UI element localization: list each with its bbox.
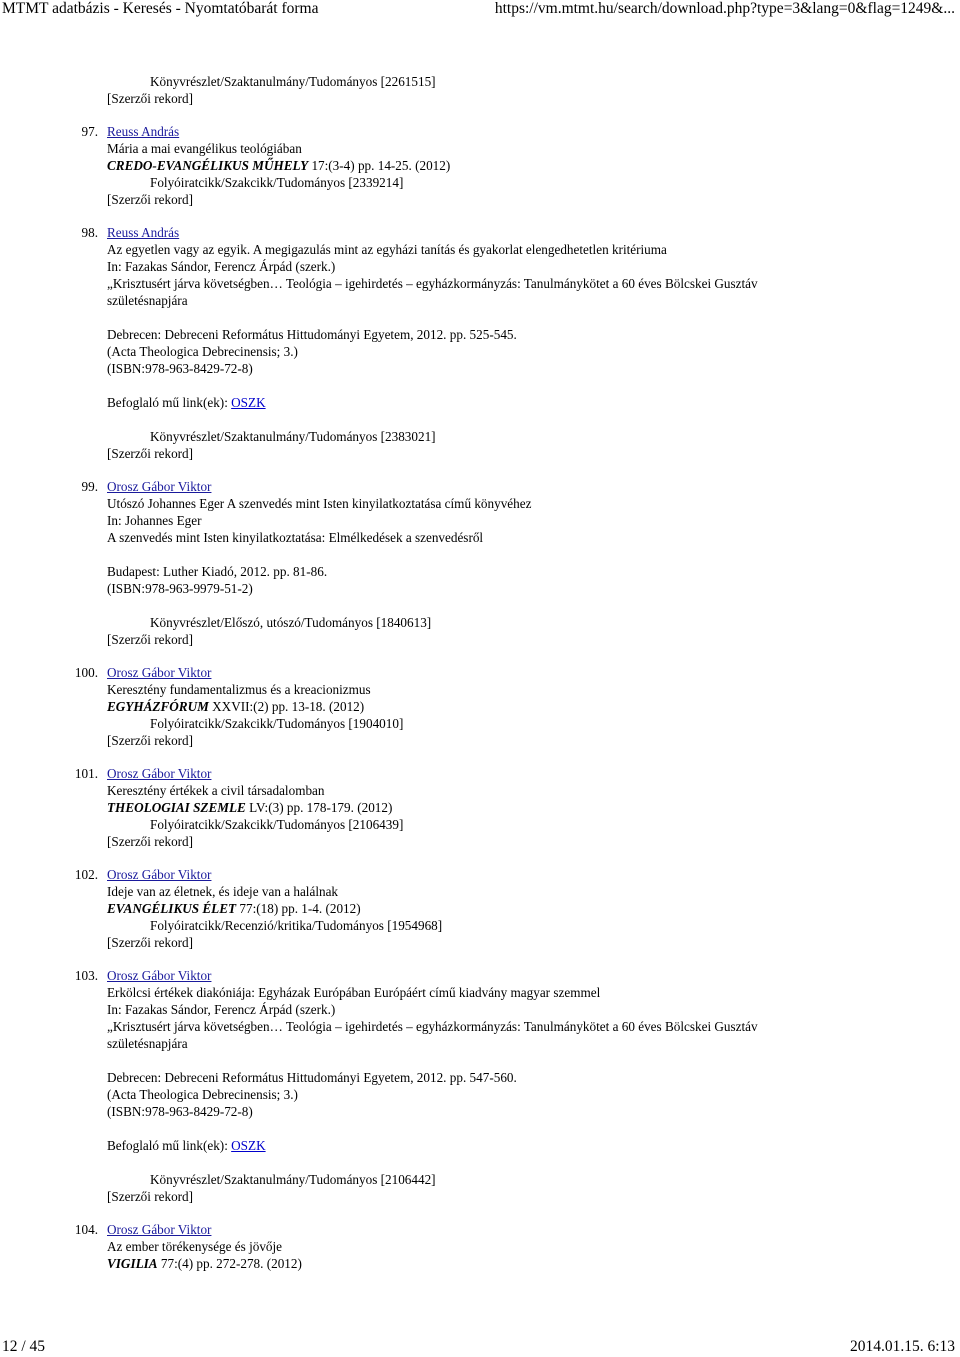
- author-link[interactable]: Reuss András: [107, 124, 180, 139]
- author-record-link[interactable]: [Szerzői rekord]: [107, 632, 194, 647]
- author-record-link[interactable]: [Szerzői rekord]: [107, 91, 194, 106]
- isbn: (ISBN:978-963-8429-72-8): [107, 1104, 253, 1119]
- publication-type: Könyvrészlet/Előszó, utószó/Tudományos [1840613]: [150, 615, 432, 630]
- print-footer: [0, 1338, 960, 1357]
- journal-details: 77:(18) pp. 1-4. (2012): [236, 901, 361, 916]
- publication-type: Folyóiratcikk/Szakcikk/Tudományos [2339214]: [150, 175, 404, 190]
- print-datetime: 2014.01.15. 6:13: [849, 1338, 955, 1355]
- publication-title: Ideje van az életnek, és ideje van a halálnak: [107, 884, 339, 899]
- author-record-link[interactable]: [Szerzői rekord]: [107, 1189, 194, 1204]
- publication-title: Az egyetlen vagy az egyik. A megigazulás mint az egyházi tanítás és gyakorlat elengedhetetlen kritériuma: [107, 242, 667, 257]
- publication-title: Az ember törékenysége és jövője: [107, 1239, 283, 1254]
- publication-title: Keresztény fundamentalizmus és a kreacionizmus: [107, 682, 371, 697]
- publisher-line: Budapest: Luther Kiadó, 2012. pp. 81-86.: [107, 564, 328, 579]
- publication-type: Folyóiratcikk/Szakcikk/Tudományos [1904010]: [150, 716, 404, 731]
- author-link[interactable]: Orosz Gábor Viktor: [107, 867, 212, 882]
- journal-details: LV:(3) pp. 178-179. (2012): [245, 800, 393, 815]
- publication-title: Mária a mai evangélikus teológiában: [107, 141, 302, 156]
- publication-type: Folyóiratcikk/Recenzió/kritika/Tudományos [1954968]: [150, 918, 443, 933]
- journal-name: THEOLOGIAI SZEMLE: [107, 800, 246, 815]
- journal-name: EGYHÁZFÓRUM: [107, 699, 209, 714]
- author-record-link[interactable]: [Szerzői rekord]: [107, 733, 194, 748]
- results-list: [0, 73, 960, 1272]
- entry-number: 101.: [74, 766, 98, 781]
- journal-name: VIGILIA: [107, 1256, 158, 1271]
- page-header-url: https://vm.mtmt.hu/search/download.php?type=3&lang=0&flag=1249&...: [494, 0, 955, 17]
- list-item: [0, 866, 960, 951]
- publisher-line: Debrecen: Debreceni Református Hittudományi Egyetem, 2012. pp. 525-545.: [107, 327, 517, 342]
- author-record-link[interactable]: [Szerzői rekord]: [107, 935, 194, 950]
- list-item: [0, 224, 960, 462]
- list-item: [0, 967, 960, 1205]
- journal-details: 17:(3-4) pp. 14-25. (2012): [308, 158, 451, 173]
- book-title: A szenvedés mint Isten kinyilatkoztatása: Elmélkedések a szenvedésről: [107, 530, 484, 545]
- entry-number: 98.: [81, 225, 98, 240]
- journal-name: EVANGÉLIKUS ÉLET: [107, 901, 237, 916]
- list-item: [0, 664, 960, 749]
- book-title: „Krisztusért járva követségben… Teológia – igehirdetés – egyházkormányzás: Tanulmánykötet a 60 éves Bölcskei Gusztáv születésnapjára: [107, 1019, 758, 1051]
- entry-number: 100.: [74, 665, 98, 680]
- book-series: (Acta Theologica Debrecinensis; 3.): [107, 1087, 298, 1102]
- book-title: „Krisztusért járva követségben… Teológia – igehirdetés – egyházkormányzás: Tanulmánykötet a 60 éves Bölcskei Gusztáv születésnapjára: [107, 276, 758, 308]
- journal-details: XXVII:(2) pp. 13-18. (2012): [208, 699, 365, 714]
- isbn: (ISBN:978-963-8429-72-8): [107, 361, 253, 376]
- author-link[interactable]: Orosz Gábor Viktor: [107, 665, 212, 680]
- container-link-label: Befoglaló mű link(ek):: [107, 1138, 232, 1153]
- publisher-line: Debrecen: Debreceni Református Hittudományi Egyetem, 2012. pp. 547-560.: [107, 1070, 517, 1085]
- author-link[interactable]: Orosz Gábor Viktor: [107, 479, 212, 494]
- book-editors: In: Fazakas Sándor, Ferencz Árpád (szerk.): [107, 259, 336, 274]
- container-link-label: Befoglaló mű link(ek):: [107, 395, 232, 410]
- author-record-link[interactable]: [Szerzői rekord]: [107, 834, 194, 849]
- entry-number: 104.: [74, 1222, 98, 1237]
- publication-title: Utószó Johannes Eger A szenvedés mint Isten kinyilatkoztatása című könyvéhez: [107, 496, 532, 511]
- list-item: [0, 73, 960, 107]
- book-editors: In: Johannes Eger: [107, 513, 202, 528]
- page-header-title: MTMT adatbázis - Keresés - Nyomtatóbarát forma: [2, 0, 319, 17]
- entry-number: 102.: [74, 867, 98, 882]
- book-series: (Acta Theologica Debrecinensis; 3.): [107, 344, 298, 359]
- list-item: [0, 765, 960, 850]
- entry-number: 99.: [81, 479, 98, 494]
- author-record-link[interactable]: [Szerzői rekord]: [107, 446, 194, 461]
- journal-name: CREDO-EVANGÉLIKUS MŰHELY: [107, 158, 309, 173]
- author-link[interactable]: Orosz Gábor Viktor: [107, 1222, 212, 1237]
- publication-type: Folyóiratcikk/Szakcikk/Tudományos [2106439]: [150, 817, 404, 832]
- list-item: [0, 1221, 960, 1272]
- author-link[interactable]: Orosz Gábor Viktor: [107, 766, 212, 781]
- publication-type: Könyvrészlet/Szaktanulmány/Tudományos [2261515]: [150, 74, 436, 89]
- entry-number: 97.: [81, 124, 98, 139]
- entry-number: 103.: [74, 968, 98, 983]
- journal-details: 77:(4) pp. 272-278. (2012): [157, 1256, 302, 1271]
- author-record-link[interactable]: [Szerzői rekord]: [107, 192, 194, 207]
- list-item: [0, 478, 960, 648]
- print-header: [0, 0, 960, 22]
- publication-title: Erkölcsi értékek diakóniája: Egyházak Európában Európáért című kiadvány magyar szemmel: [107, 985, 601, 1000]
- oszk-link[interactable]: OSZK: [231, 1138, 266, 1153]
- author-link[interactable]: Reuss András: [107, 225, 180, 240]
- publication-title: Keresztény értékek a civil társadalomban: [107, 783, 325, 798]
- publication-type: Könyvrészlet/Szaktanulmány/Tudományos [2106442]: [150, 1172, 436, 1187]
- oszk-link[interactable]: OSZK: [231, 395, 266, 410]
- list-item: [0, 123, 960, 208]
- author-link[interactable]: Orosz Gábor Viktor: [107, 968, 212, 983]
- publication-type: Könyvrészlet/Szaktanulmány/Tudományos [2383021]: [150, 429, 436, 444]
- isbn: (ISBN:978-963-9979-51-2): [107, 581, 253, 596]
- book-editors: In: Fazakas Sándor, Ferencz Árpád (szerk.): [107, 1002, 336, 1017]
- page-number: 12 / 45: [2, 1338, 46, 1355]
